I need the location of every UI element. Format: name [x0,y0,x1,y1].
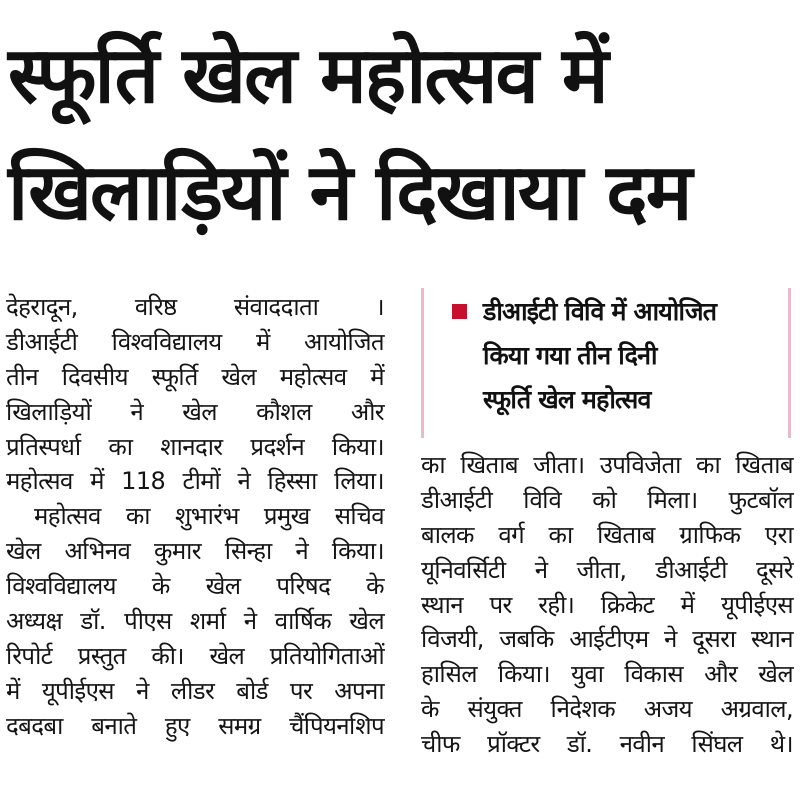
body-line: तीन दिवसीय स्फूर्ति खेल महोत्सव में [6,362,384,391]
body-line: महोत्सव में 118 टीमों ने हिस्सा लिया। [6,467,384,496]
callout-border-right [788,288,791,438]
body-line: डीआईटी विवि को मिला। फुटबॉल [421,485,793,514]
body-line: खेल अभिनव कुमार सिन्हा ने किया। [6,537,384,566]
body-line: अध्यक्ष डॉ. पीएस शर्मा ने वार्षिक खेल [6,607,384,636]
body-line: दबदबा बनाते हुए समग्र चैंपियनशिप [6,711,384,740]
body-line: विजयी, जबकि आईटीएम ने दूसरा स्थान [421,625,793,654]
callout-box [421,288,791,438]
body-line: का खिताब जीता। उपविजेता का खिताब [421,451,793,479]
headline-line-1: स्फूर्ति खेल महोत्सव में [8,31,607,121]
body-line: में यूपीईएस ने लीडर बोर्ड पर अपना [6,676,384,705]
callout-border-left [421,288,424,438]
body-line: डीआईटी विश्वविद्यालय में आयोजित [6,327,384,356]
body-line: प्रतिस्पर्धा का शानदार प्रदर्शन किया। [6,432,384,461]
body-line: चीफ प्रॉक्टर डॉ. नवीन सिंघल थे। [421,730,793,759]
callout-text [483,290,783,422]
body-line: हासिल किया। युवा विकास और खेल [421,660,793,689]
callout-line: स्फूर्ति खेल महोत्सव [483,385,651,414]
body-line: खिलाड़ियों ने खेल कौशल और [6,397,384,426]
body-line: के संयुक्त निदेशक अजय अग्रवाल, [421,695,793,724]
body-line: स्थान पर रही। क्रिकेट में यूपीईएस [421,590,793,619]
body-line: बालक वर्ग का खिताब ग्राफिक एरा [421,520,793,549]
body-line: रिपोर्ट प्रस्तुत की। खेल प्रतियोगिताओं [6,641,384,670]
body-line: यूनिवर्सिटी ने जीता, डीआईटी दूसरे [421,555,793,584]
article-column-left [6,290,384,744]
callout-line: डीआईटी विवि में आयोजित [483,297,717,326]
headline-line-2: खिलाड़ियों ने दिखाया दम [8,148,691,238]
body-line: महोत्सव का शुभारंभ प्रमुख सचिव [34,502,384,531]
bullet-square-icon [452,304,467,319]
article-column-right [421,448,793,762]
body-line: विश्वविद्यालय के खेल परिषद के [6,572,384,601]
callout-line: किया गया तीन दिनी [483,341,657,370]
body-line: देहरादून, वरिष्ठ संवाददाता । [6,293,384,321]
